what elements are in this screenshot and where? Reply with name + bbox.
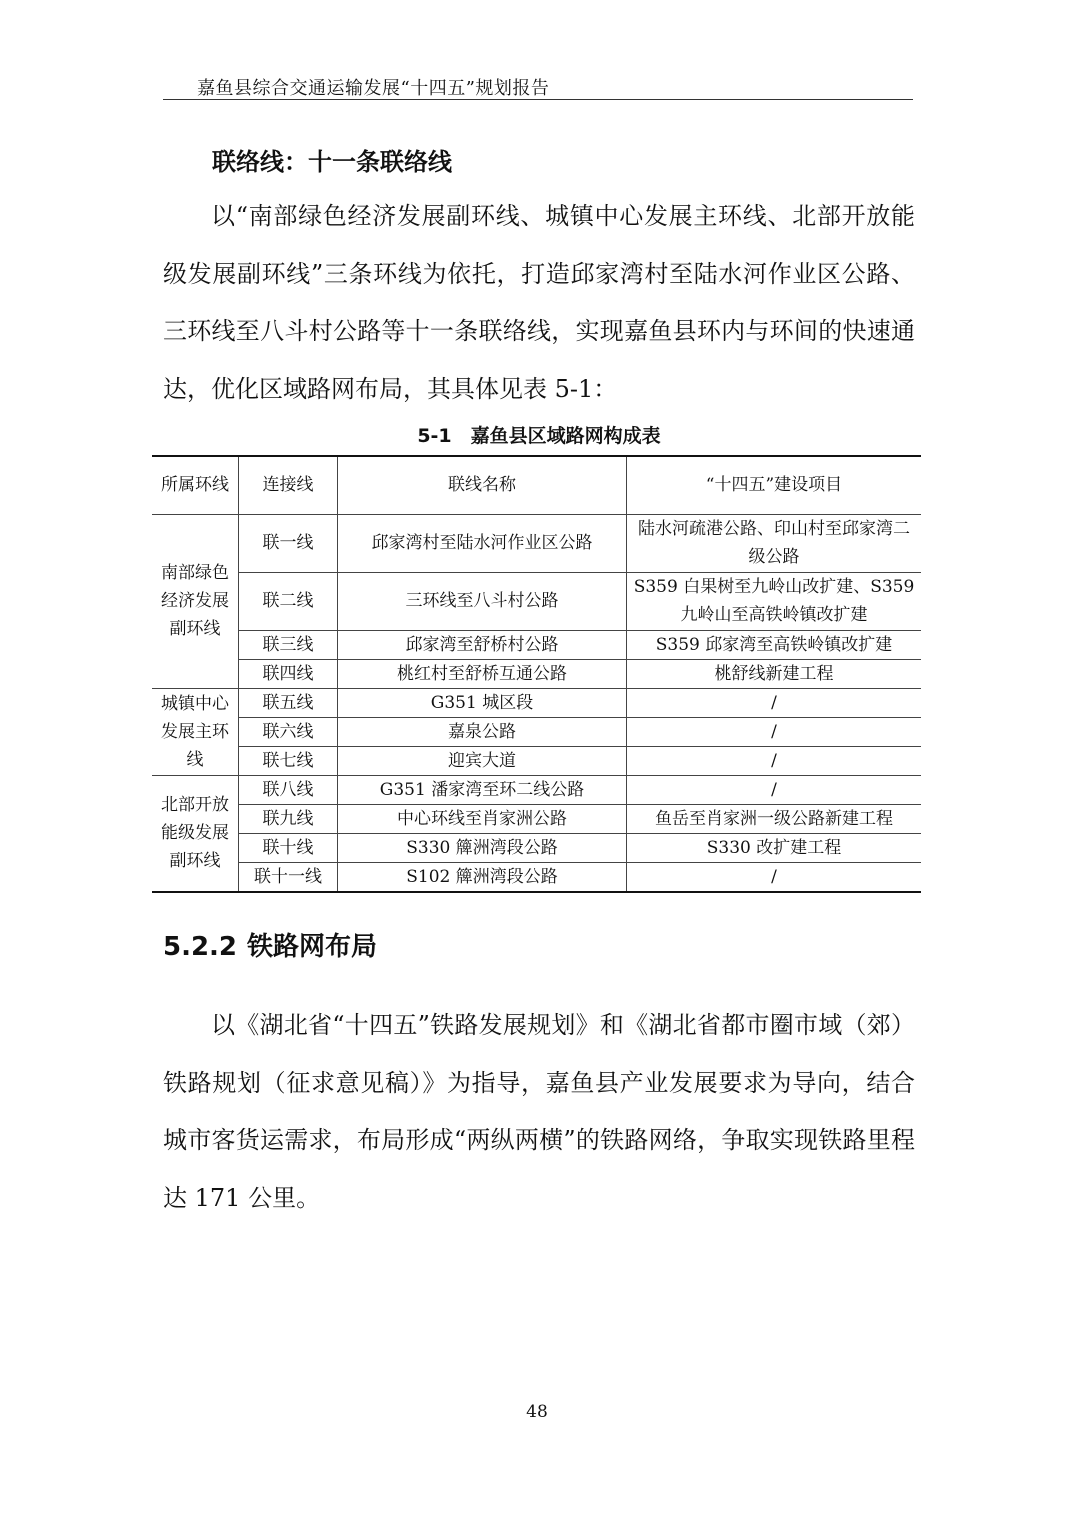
subsection-heading: 联络线：十一条联络线: [212, 148, 452, 176]
route-name-cell: G351 城区段: [338, 688, 627, 717]
link-cell: 联八线: [239, 775, 338, 804]
project-cell: S359 白果树至九岭山改扩建、S359 九岭山至高铁岭镇改扩建: [627, 572, 922, 630]
link-cell: 联四线: [239, 659, 338, 688]
route-name-cell: S102 簰洲湾段公路: [338, 862, 627, 892]
project-cell: S330 改扩建工程: [627, 833, 922, 862]
body-paragraph-2: 以《湖北省“十四五”铁路发展规划》和《湖北省都市圈市域（郊）铁路规划（征求意见稿）》为指导，嘉鱼县产业发展要求为导向，结合城市客货运需求，布局形成“两纵两横”的铁路网络，争取实现铁路里程达 171 公里。: [163, 1011, 915, 1212]
table-row: [152, 746, 921, 775]
route-name-cell: 迎宾大道: [338, 746, 627, 775]
link-cell: 联六线: [239, 717, 338, 746]
link-cell: 联十一线: [239, 862, 338, 892]
table-row: [152, 514, 921, 572]
table-caption: 5-1 嘉鱼县区域路网构成表: [417, 425, 661, 447]
table-header-row: [152, 456, 921, 514]
link-cell: 联九线: [239, 804, 338, 833]
road-network-table: [152, 455, 921, 893]
table-row: [152, 775, 921, 804]
header-link: 连接线: [239, 456, 338, 514]
running-header: 嘉鱼县综合交通运输发展“十四五”规划报告: [197, 78, 550, 99]
ring-group-north: 北部开放能级发展副环线: [152, 775, 239, 892]
route-name-cell: 三环线至八斗村公路: [338, 572, 627, 630]
project-cell: /: [627, 717, 922, 746]
project-cell: S359 邱家湾至高铁岭镇改扩建: [627, 630, 922, 659]
route-name-cell: 邱家湾至舒桥村公路: [338, 630, 627, 659]
link-cell: 联一线: [239, 514, 338, 572]
header-project: “十四五”建设项目: [627, 456, 922, 514]
section-title-text: 铁路网布局: [247, 932, 378, 962]
project-cell: /: [627, 688, 922, 717]
route-name-cell: 邱家湾村至陆水河作业区公路: [338, 514, 627, 572]
section-title: [163, 926, 377, 963]
table-row: [152, 572, 921, 630]
project-cell: 陆水河疏港公路、印山村至邱家湾二级公路: [627, 514, 922, 572]
project-cell: /: [627, 862, 922, 892]
table-row: [152, 804, 921, 833]
header-ring: 所属环线: [152, 456, 239, 514]
table-row: [152, 833, 921, 862]
route-name-cell: S330 簰洲湾段公路: [338, 833, 627, 862]
table-row: [152, 717, 921, 746]
table-row: [152, 862, 921, 892]
link-cell: 联十线: [239, 833, 338, 862]
body-paragraph-1: 以“南部绿色经济发展副环线、城镇中心发展主环线、北部开放能级发展副环线”三条环线为依托，打造邱家湾村至陆水河作业区公路、三环线至八斗村公路等十一条联络线，实现嘉鱼县环内与环间的快速通达，优化区域路网布局，其具体见表 5-1：: [163, 202, 915, 403]
table-row: [152, 630, 921, 659]
ring-group-south: 南部绿色经济发展副环线: [152, 514, 239, 688]
ring-group-center: 城镇中心发展主环线: [152, 688, 239, 775]
link-cell: 联二线: [239, 572, 338, 630]
project-cell: /: [627, 746, 922, 775]
table-row: [152, 688, 921, 717]
link-cell: 联五线: [239, 688, 338, 717]
header-rule: [163, 99, 913, 100]
route-name-cell: G351 潘家湾至环二线公路: [338, 775, 627, 804]
link-cell: 联七线: [239, 746, 338, 775]
page-number: 48: [526, 1402, 548, 1422]
section-number: 5.2.2: [163, 932, 238, 962]
route-name-cell: 嘉泉公路: [338, 717, 627, 746]
header-name: 联线名称: [338, 456, 627, 514]
project-cell: 桃舒线新建工程: [627, 659, 922, 688]
project-cell: 鱼岳至肖家洲一级公路新建工程: [627, 804, 922, 833]
link-cell: 联三线: [239, 630, 338, 659]
project-cell: /: [627, 775, 922, 804]
route-name-cell: 桃红村至舒桥互通公路: [338, 659, 627, 688]
route-name-cell: 中心环线至肖家洲公路: [338, 804, 627, 833]
table-row: [152, 659, 921, 688]
